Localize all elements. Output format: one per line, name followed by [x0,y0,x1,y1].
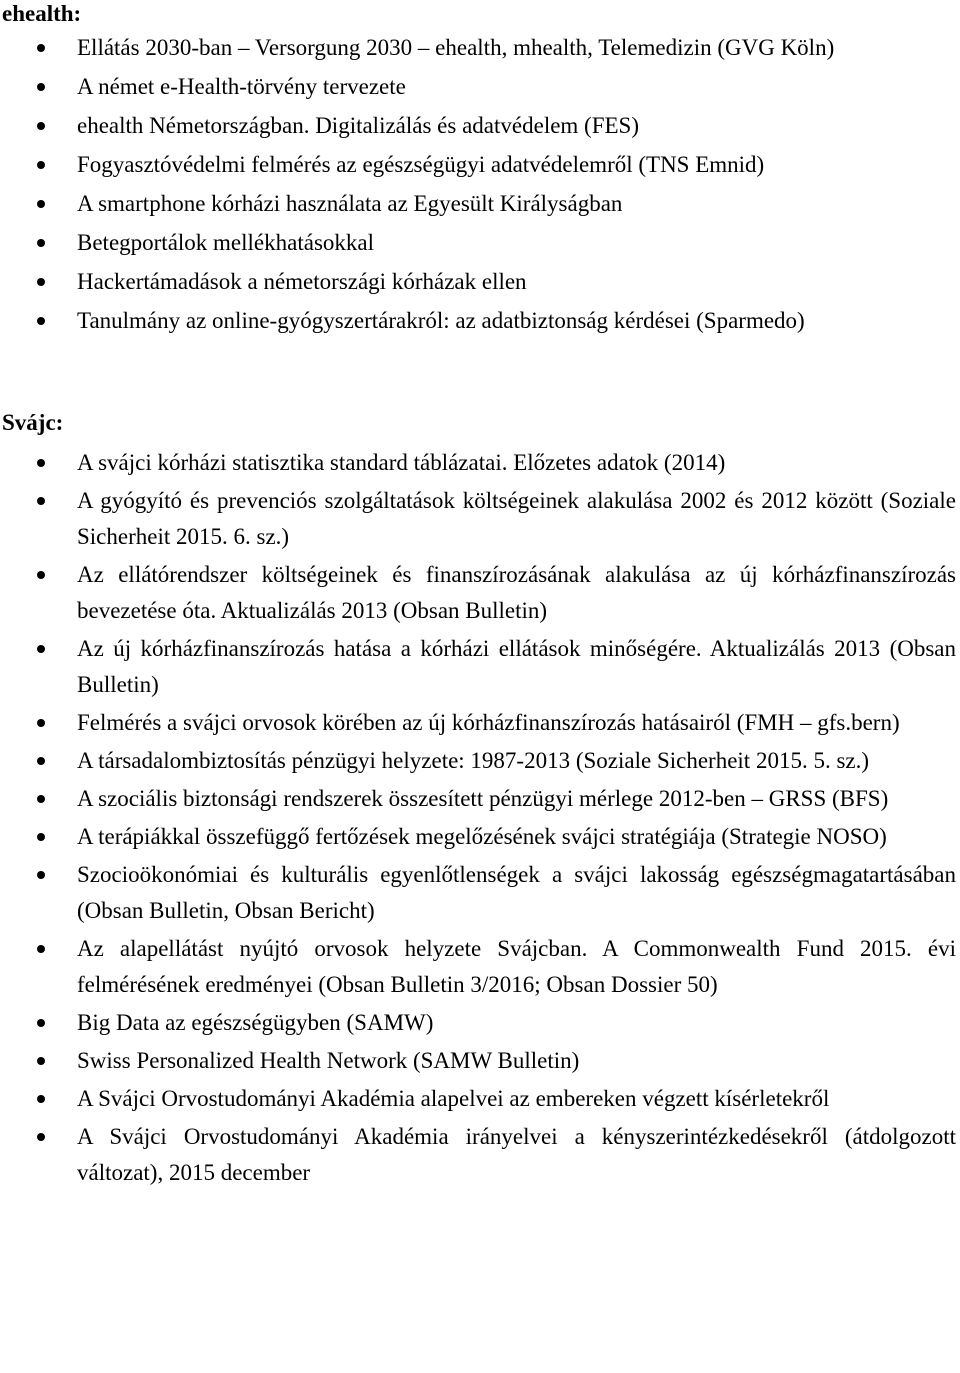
bullet-icon [37,1133,45,1141]
list-item-text: A Svájci Orvostudományi Akadémia irányelvei a kényszerintézkedésekről (átdolgozott változat), 2015 december [77,1124,956,1185]
list-item-text: Ellátás 2030-ban – Versorgung 2030 – ehealth, mhealth, Telemedizin (GVG Köln) [77,35,835,60]
bullet-icon [37,459,45,467]
list-item-text: A társadalombiztosítás pénzügyi helyzete: 1987-2013 (Soziale Sicherheit 2015. 5. sz.) [77,748,870,773]
list-item [0,186,956,222]
bullet-icon [37,83,45,91]
list-item-text: Szocioökonómiai és kulturális egyenlőtlenségek a svájci lakosság egészségmagatartásában (Obsan Bulletin, Obsan Bericht) [77,862,956,923]
list-item [0,1081,956,1117]
list-item [0,225,956,261]
list-item-text: Big Data az egészségügyben (SAMW) [77,1010,434,1035]
bullet-icon [37,795,45,803]
bullet-icon [37,161,45,169]
list-item [0,1043,956,1079]
list-item [0,705,956,741]
list-item-text: Swiss Personalized Health Network (SAMW Bulletin) [77,1048,580,1073]
ehealth-list [0,30,956,342]
list-item [0,1119,956,1191]
list-item [0,147,956,183]
list-item-text: Felmérés a svájci orvosok körében az új kórházfinanszírozás hatásairól (FMH – gfs.bern) [77,710,900,735]
list-item-text: Az új kórházfinanszírozás hatása a kórházi ellátások minőségére. Aktualizálás 2013 (Obsan Bulletin) [77,636,956,697]
bullet-icon [37,757,45,765]
bullet-icon [37,645,45,653]
list-item [0,819,956,855]
list-item [0,1005,956,1041]
list-item-text: Fogyasztóvédelmi felmérés az egészségügyi adatvédelemről (TNS Emnid) [77,152,765,177]
list-item-text: Az ellátórendszer költségeinek és finanszírozásának alakulása az új kórházfinanszírozás bevezetése óta. Aktualizálás 2013 (Obsan Bulletin) [77,562,956,623]
list-item [0,69,956,105]
list-item [0,631,956,703]
bullet-icon [37,317,45,325]
list-item [0,108,956,144]
list-item [0,264,956,300]
list-item-text: Betegportálok mellékhatásokkal [77,230,374,255]
bullet-icon [37,1019,45,1027]
list-item-text: Hackertámadások a németországi kórházak ellen [77,269,527,294]
bullet-icon [37,44,45,52]
bullet-icon [37,278,45,286]
bullet-icon [37,833,45,841]
bullet-icon [37,871,45,879]
bullet-icon [37,571,45,579]
list-item [0,857,956,929]
bullet-icon [37,1095,45,1103]
list-item-text: Tanulmány az online-gyógyszertárakról: az adatbiztonság kérdései (Sparmedo) [77,308,805,333]
list-item-text: A smartphone kórházi használata az Egyesült Királyságban [77,191,623,216]
list-item [0,781,956,817]
list-item-text: A szociális biztonsági rendszerek összesített pénzügyi mérlege 2012-ben – GRSS (BFS) [77,786,889,811]
bullet-icon [37,239,45,247]
bullet-icon [37,497,45,505]
list-item [0,445,956,481]
list-item-text: A svájci kórházi statisztika standard táblázatai. Előzetes adatok (2014) [77,450,726,475]
ehealth-heading: ehealth: [2,1,82,26]
bullet-icon [37,122,45,130]
list-item [0,743,956,779]
list-item [0,303,956,339]
list-item-text: A német e-Health-törvény tervezete [77,74,406,99]
list-item-text: ehealth Németországban. Digitalizálás és adatvédelem (FES) [77,113,640,138]
list-item [0,557,956,629]
svajc-list [0,445,956,1193]
list-item [0,483,956,555]
list-item [0,931,956,1003]
list-item-text: A terápiákkal összefüggő fertőzések megelőzésének svájci stratégiája (Strategie NOSO) [77,824,887,849]
bullet-icon [37,1057,45,1065]
svajc-heading: Svájc: [2,410,64,435]
bullet-icon [37,945,45,953]
bullet-icon [37,719,45,727]
list-item [0,30,956,66]
bullet-icon [37,200,45,208]
list-item-text: A Svájci Orvostudományi Akadémia alapelvei az embereken végzett kísérletekről [77,1086,830,1111]
list-item-text: Az alapellátást nyújtó orvosok helyzete Svájcban. A Commonwealth Fund 2015. évi felmérésének eredményei (Obsan Bulletin 3/2016; Obsan Dossier 50) [77,936,956,997]
list-item-text: A gyógyító és prevenciós szolgáltatások költségeinek alakulása 2002 és 2012 között (Soziale Sicherheit 2015. 6. sz.) [77,488,956,549]
